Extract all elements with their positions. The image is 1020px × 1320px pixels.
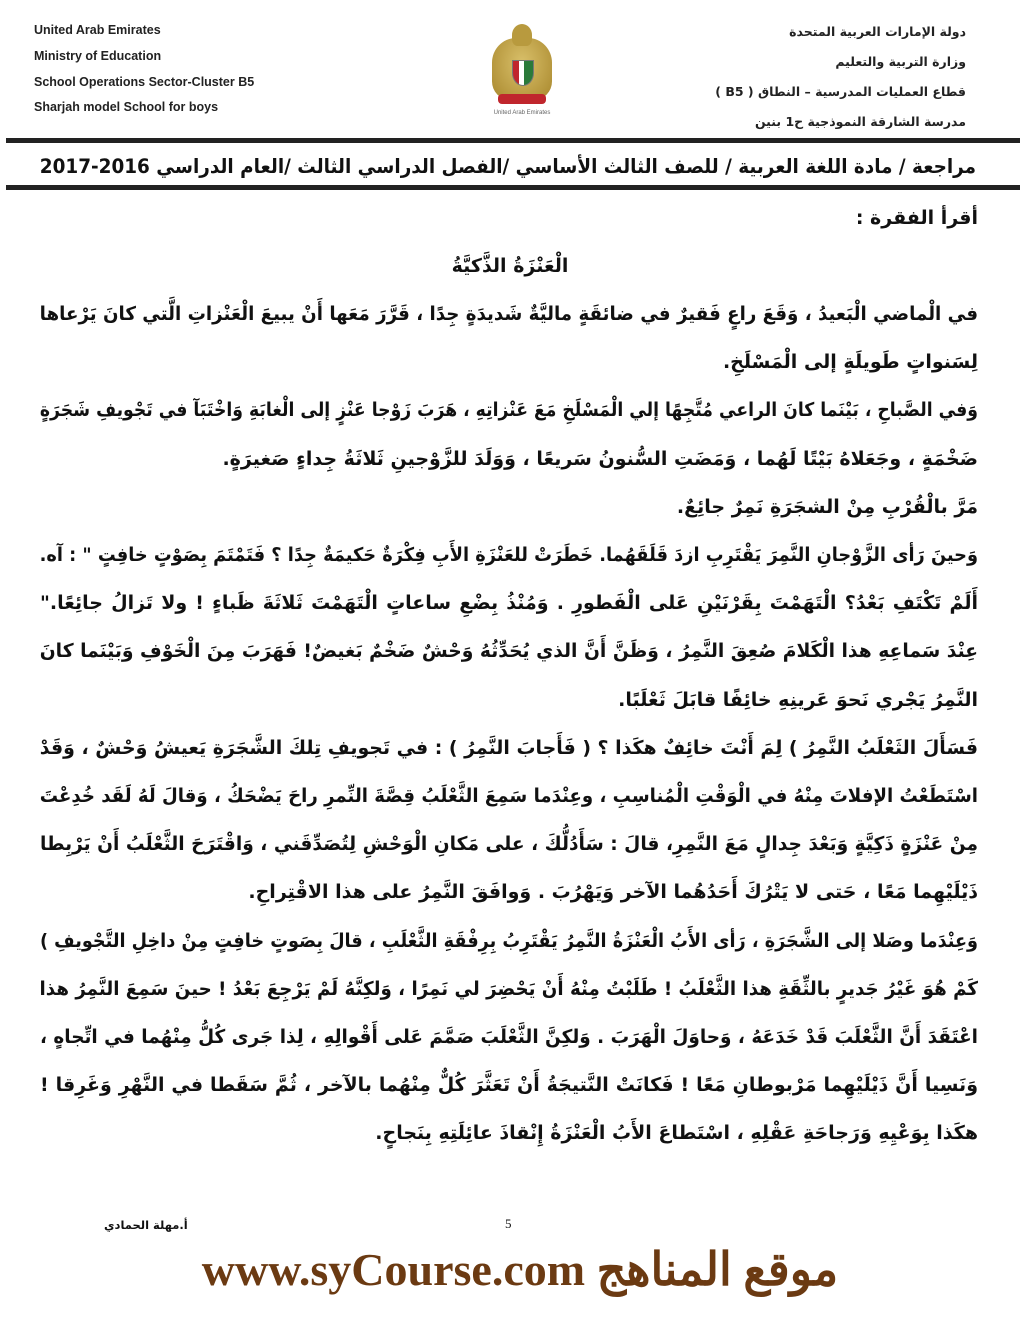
header-arabic-line: دولة الإمارات العربية المتحدة — [789, 24, 966, 39]
uae-emblem-logo — [486, 24, 558, 120]
emblem-caption: United Arab Emirates — [493, 110, 551, 116]
header-english-line: Ministry of Education — [34, 49, 162, 63]
header-arabic-line: مدرسة الشارقة النموذجية ح1 بنين — [754, 114, 966, 129]
story-line: فَسَأَلَ الثَعْلَبُ النَّمِرُ ) لِمَ أَنْتَ خائِفٌ هكَذا ؟ ( فَأَجابَ النَّمِرُ ) : في تَجويفِ تِلكَ الشَّجَرَةِ يَعيشُ وَحْشٌ ، وَقَدْ — [39, 736, 979, 759]
header-arabic-line: وزارة التربية والتعليم — [835, 54, 966, 69]
story-title: الْعَنْزَةُ الذَّكيَّةُ — [451, 255, 569, 277]
story-line: في الْماضي الْبَعيدُ ، وَقَعَ راعٍ فَقيرٌ في ضائقَةٍ ماليَّةٌ شَديدَةٍ جِدًا ، قَرَّرَ مَعَها أَنْ يبيعَ الْعَنْزاتِ الَّتي كانَ يَرْعاها — [39, 303, 979, 325]
story-line: وَحينَ رَأى الزَّوْجانِ النَّمِرَ يَقْتَرِبِ ازدَ قَلَقَهُما. خَطَرَتْ للعَنْزَةِ الأَبِ فِكْرَةٌ حَكيمَةٌ جِدًا ؟ فَتَمْتَمَ بِصَوْتٍ خافِتٍ " : آه. — [39, 544, 978, 566]
story-line: ضَخْمَةٍ ، وجَعَلاهُ بَيْتًا لَهُما ، وَمَضَتِ السُّنونُ سَريعًا ، وَوَلَدَ للزَّوْجينِ ثَلاثَةُ جِداءٍ صَغيرَةٍ. — [222, 447, 978, 470]
author-name: أ.مهلة الحمادي — [104, 1218, 188, 1232]
story-line: كَمْ هُوَ غَيْرُ جَديرٍ بالثِّقَةِ هذا الثَّعْلَبُ ! طَلَبْتُ مِنْهُ أَنْ يَحْضِرَ لي نَمِرًا ، وَلكِنَّهُ لَمْ يَرْجِعَ بَعْدُ ! حينَ سَمِعَ النَّمِرُ هذا — [39, 977, 978, 1000]
story-line: اعْتَقَدَ أَنَّ الثَّعْلَبَ قَدْ خَدَعَهُ ، وَحاوَلَ الْهَرَبَ . وَلكِنَّ الثَّعْلَبَ صَمَّمَ عَلى أَقْوالِهِ ، لِذا جَرى كُلُّ مِنْهُما في اتِّجاهٍ ، — [40, 1026, 978, 1048]
story-line: وَعِنْدَما وصَلا إلى الشَّجَرَةِ ، رَأى الأَبُ الْعَنْزَةُ النَّمِرُ يَقْتَرِبُ بِرِفْقَةِ الثَّعْلَبِ ، قالَ بِصَوتٍ خافِتٍ مِنْ داخِلِ التَّجْويفِ ) — [39, 929, 979, 952]
instruction: أقرأ الفقرة : — [855, 207, 978, 229]
page-number: 5 — [505, 1216, 512, 1231]
story-line: مِنْ عَنْزَةٍ ذَكِيَّةٍ وَبَعْدَ جِدالٍ مَعَ النَّمِرِ، قالَ : سَأَدُلُّكَ ، على مَكانِ الْوَحْشِ لِتُصَدِّقَني ، وَاقْتَرَحَ الثَّعْلَبُ أَنْ يَرْبِطا — [40, 833, 978, 856]
story-line: عِنْدَ سَماعِهِ هذا الْكَلامَ صُعِقَ النَّمِرُ ، وَظَنَّ أَنَّ الذي يُحَدِّثُهُ وَحْشٌ ضَخْمٌ بَغيضٌ! فَهَرَبَ مِنَ الْخَوْفِ وَبَيْنَما كانَ — [39, 640, 978, 663]
header-divider — [6, 138, 1020, 143]
site-brand: www.syCourse.com موقع المناهج — [201, 1244, 839, 1295]
story-line: وَفي الصَّباحِ ، بَيْنَما كانَ الراعي مُتَّجِهًا إلي الْمَسْلَخِ مَعَ عَنْزاتِهِ ، هَرَبَ زَوْجا عَنْزٍ إلى الْغابَةِ وَاخْتَبَآ في تَجْويفِ شَجَرَةٍ — [39, 399, 978, 422]
story-line: لِسَنواتٍ طَويلَةٍ إلى الْمَسْلَخِ. — [722, 351, 978, 374]
story-line: وَنَسِيا أَنَّ ذَيْلَيْهِما مَرْبوطانِ مَعًا ! فَكانَتْ النَّتيجَةُ أَنْ تَعَثَّرَ كُلٌّ مِنْهُما بالآخر ، ثُمَّ سَقَطا في النَّهْرِ وَغَرِقا ! — [40, 1074, 978, 1097]
story-line: النَّمِرُ يَجْري نَحوَ عَرينِهِ خائِفًا قابَلَ ثَعْلَبًا. — [618, 688, 978, 711]
page-title: مراجعة / مادة اللغة العربية / للصف الثالث الأساسي /الفصل الدراسي الثالث /العام الدراسي 2016-2017 — [39, 155, 977, 178]
story-line: اسْتَطَعْتُ الإفلاتَ مِنْهُ في الْوَقْتِ الْمُناسِبِ ، وعِنْدَما سَمِعَ الثَّعْلَبُ قِصَّةَ النِّمرِ راحَ يَضْحَكُ ، وَقالَ لَهُ لَقَد خُدِعْتَ — [39, 785, 978, 807]
header-arabic-line: قطاع العمليات المدرسية – النطاق ( B5 ) — [715, 84, 966, 99]
header-english-line: School Operations Sector-Cluster B5 — [34, 75, 255, 89]
story-line: أَلَمْ تَكْتَفِ بَعْدُ؟ الْتَهَمْتَ بِقَرْنَيْنِ عَلى الْفَطورِ . وَمُنْذُ بِضْعِ ساعاتٍ الْتَهَمْتَ ثَلاثَةَ ظَباءٍ ! ولا تَزالُ جائِعًا." — [40, 592, 978, 615]
story-line: ذَيْلَيْهِما مَعًا ، حَتى لا يَتْرُكَ أَحَدُهُما الآخر وَيَهْرُبَ . وَوافَقَ النَّمِرُ على هذا الاقْتِراحِ. — [248, 881, 978, 904]
story-line: مَرَّ بالْقُرْبِ مِنْ الشجَرَةِ نَمِرٌ جائِعٌ. — [676, 495, 978, 518]
title-divider — [6, 185, 1020, 190]
story-line: هكَذا بِوَعْيِهِ وَرَجاحَةِ عَقْلِهِ ، اسْتَطاعَ الأَبُ الْعَنْزَةُ إِنْقاذَ عائِلَتِهِ بِنَجاحٍ. — [375, 1122, 978, 1145]
header-english-line: Sharjah model School for boys — [34, 100, 219, 114]
header-english-line: United Arab Emirates — [34, 23, 161, 37]
